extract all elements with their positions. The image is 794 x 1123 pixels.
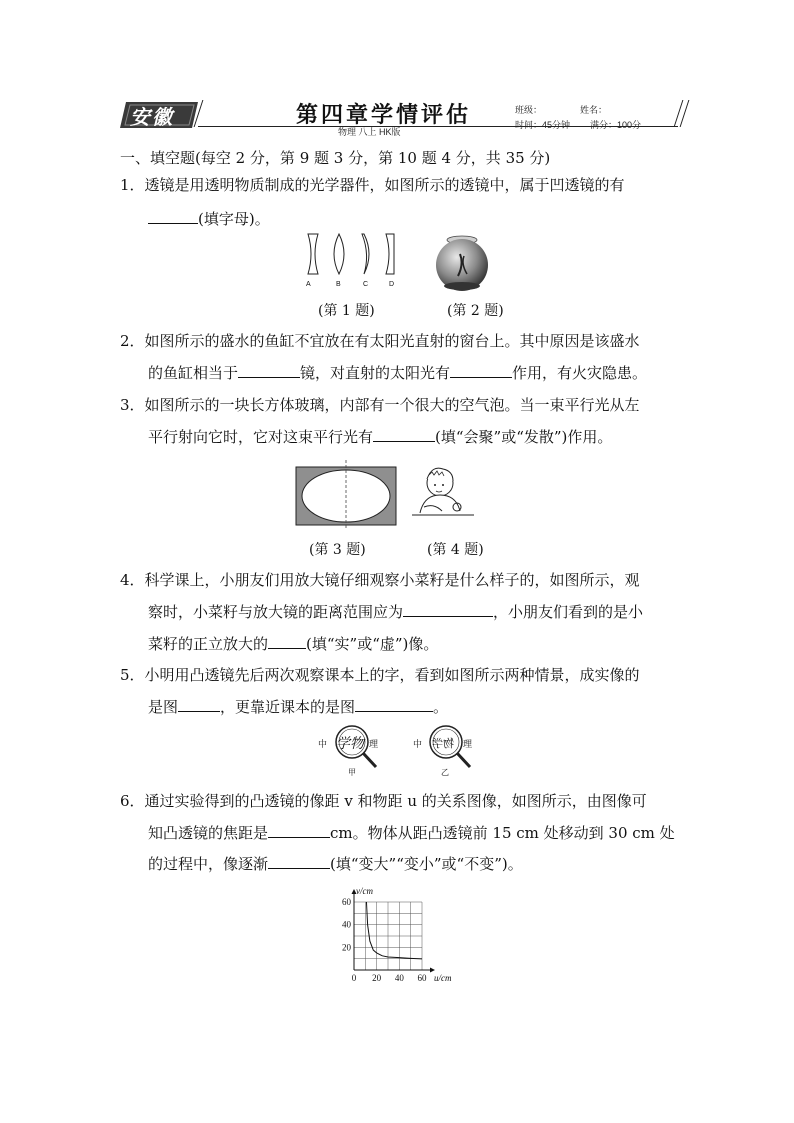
q1-line2: (填字母)。 [148, 208, 270, 230]
caption-q4: (第 4 题) [427, 542, 484, 558]
q3-blank[interactable] [373, 426, 435, 442]
q2-line2: 的鱼缸相当于 镜，对直射的太阳光有 作用，有火灾隐患。 [148, 364, 648, 382]
q1-line1: 1．透镜是用透明物质制成的光学器件，如图所示的透镜中，属于凹透镜的有 [120, 176, 625, 194]
q5-jia-inside-chars: 学物 [336, 736, 364, 752]
q5-yi-inside-chars: 物学 [432, 737, 454, 750]
q5-jia-left-char: 中 [318, 740, 328, 750]
page-subtitle: 物理 八上 HK版 [338, 127, 401, 137]
chart-series [366, 902, 422, 959]
chart-grid [354, 902, 422, 970]
lens-label-b: B [336, 281, 341, 288]
q6-line1: 6．通过实验得到的凸透镜的像距 v 和物距 u 的关系图像，如图所示，由图像可 [120, 792, 647, 810]
q5-jia-right-char: 理 [369, 740, 379, 750]
series-line-0 [366, 902, 422, 959]
caption-q3: (第 3 题) [309, 542, 366, 558]
q6-line3: 的过程中，像逐渐 (填“变大”“变小”或“不变”)。 [148, 855, 523, 873]
q5-blank-1[interactable] [178, 696, 220, 712]
lens-b-shape [334, 234, 344, 274]
caption-q2: (第 2 题) [447, 303, 504, 319]
q6-blank-1[interactable] [268, 822, 330, 838]
chart-axes [352, 889, 436, 973]
x-tick-label: 0 [351, 973, 357, 983]
y-axis-label: v/cm [356, 886, 373, 896]
lens-label-c: C [363, 281, 369, 288]
region-badge-text: 安徽 [130, 105, 174, 129]
q2-blank-2[interactable] [450, 362, 512, 378]
q3-line2: 平行射向它时，它对这束平行光有 (填“会聚”或“发散”)作用。 [148, 428, 613, 446]
q4-blank-1[interactable] [403, 601, 493, 617]
time-label: 时间：45分钟 [515, 120, 571, 130]
q5-yi-left-char: 中 [413, 740, 423, 750]
lens-label-a: A [306, 281, 311, 288]
q1-answer-blank[interactable] [148, 208, 198, 224]
chart-labels [342, 886, 452, 983]
q5-blank-2[interactable] [355, 696, 433, 712]
q2-line1: 2．如图所示的盛水的鱼缸不宜放在有太阳光直射的窗台上。其中原因是该盛水 [120, 332, 640, 350]
q6-image-distance-chart [322, 882, 462, 992]
q2-fishbowl-figure [432, 234, 492, 292]
y-tick-label: 60 [342, 897, 351, 907]
class-label: 班级： [515, 105, 543, 115]
q5-yi-label: 乙 [441, 768, 449, 777]
q5-yi-right-char: 理 [463, 740, 473, 750]
lens-label-d: D [389, 281, 395, 288]
lens-c-shape [362, 234, 369, 274]
lens-a-shape [308, 234, 318, 274]
x-tick-label: 40 [394, 973, 404, 983]
q6-line2: 知凸透镜的焦距是 cm。物体从距凸透镜前 15 cm 处移动到 30 cm 处 [148, 824, 675, 842]
section-heading: 一、填空题(每空 2 分，第 9 题 3 分，第 10 题 4 分，共 35 分) [120, 149, 551, 167]
q6-blank-2[interactable] [268, 853, 330, 869]
x-axis-arrow [430, 968, 435, 973]
q2-blank-1[interactable] [238, 362, 300, 378]
q4-blank-2[interactable] [268, 633, 306, 649]
q5-jia-label: 甲 [348, 768, 356, 777]
score-label: 满分：100分 [590, 120, 642, 130]
y-tick-label: 40 [342, 919, 351, 930]
q5-line1: 5．小明用凸透镜先后两次观察课本上的字，看到如图所示两种情景，成实像的 [120, 666, 640, 684]
x-axis-label: u/cm [434, 973, 452, 983]
x-tick-label: 20 [372, 973, 382, 983]
q3-line1: 3．如图所示的一块长方体玻璃，内部有一个很大的空气泡。当一束平行光从左 [120, 396, 640, 414]
y-tick-label: 20 [342, 942, 351, 953]
caption-q1: (第 1 题) [318, 303, 375, 319]
q5-line2: 是图 ，更靠近课本的是图 。 [148, 698, 449, 716]
q3-glass-block-figure [293, 460, 399, 530]
q4-line3: 菜籽的正立放大的 (填“实”或“虚”)像。 [148, 635, 439, 653]
q4-line2: 察时，小菜籽与放大镜的距离范围应为 ，小朋友们看到的是小 [148, 603, 644, 621]
page-title: 第四章学情评估 [296, 102, 472, 128]
q4-child-magnifier-figure [410, 463, 476, 521]
name-label: 姓名： [580, 105, 608, 115]
lens-d-shape [386, 234, 394, 274]
q4-line1: 4．科学课上，小朋友们用放大镜仔细观察小菜籽是什么样子的，如图所示，观 [120, 571, 640, 589]
x-tick-label: 60 [417, 973, 427, 983]
